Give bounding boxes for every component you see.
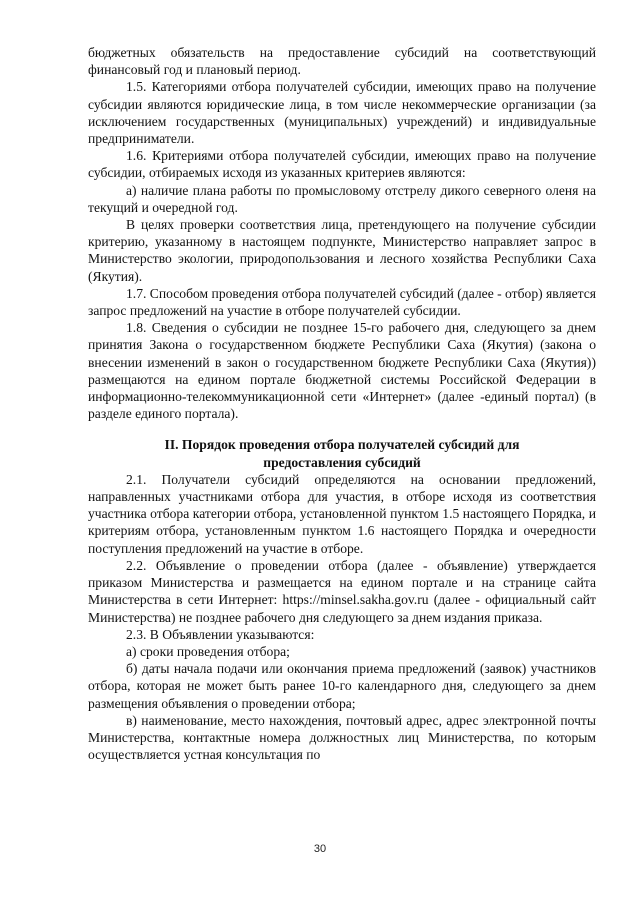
paragraph-1-6: 1.6. Критериями отбора получателей субсидии, имеющих право на получение субсидии, отбираемых исходя из указанных критериев являются: [88,148,596,181]
paragraph-1-8: 1.8. Сведения о субсидии не позднее 15-го рабочего дня, следующего за днем принятия Закона о государственном бюджете Республики Саха (Якутия) (закона о внесении изменений в закон о государственном бюджете Республики Саха (Якутия)) размещаются на едином портале бюджетной системы Российской Федерации в информационно-телекоммуникационной сети «Интернет» (далее -единый портал) (в разделе единого портала). [88,320,596,422]
paragraph-2-3-b: б) даты начала подачи или окончания приема предложений (заявок) участников отбора, которая не может быть ранее 10-го календарного дня, следующего за днем размещения объявления о проведении отбора; [88,661,596,711]
paragraph-2-1: 2.1. Получатели субсидий определяются на основании предложений, направленных участниками отбора для участия, в отборе исходя из соответствия участника отбора категории отбора, установленной пунктом 1.5 настоящего Порядка, и критериям отбора, установленным пунктом 1.6 настоящего Порядка и очередности поступления предложений на участие в отборе. [88,471,596,556]
section-heading-line-1: II. Порядок проведения отбора получателей субсидий для [164,437,520,453]
paragraph-continuation: бюджетных обязательств на предоставление субсидий на соответствующий финансовый год и плановый период. [88,45,596,78]
paragraph-1-7: 1.7. Способом проведения отбора получателей субсидий (далее - отбор) является запрос предложений на участие в отборе получателей субсидии. [88,285,596,319]
page-number: 30 [313,843,327,855]
section-heading-line-2: предоставления субсидий [263,454,421,470]
document-body [88,44,596,763]
paragraph-2-3: 2.3. В Объявлении указываются: [126,626,315,642]
paragraph-1-5: 1.5. Категориями отбора получателей субсидии, имеющих право на получение субсидии являются юридические лица, в том числе некоммерческие организации (за исключением государственных (муниципальных) учреждений) и индивидуальные предприниматели. [88,79,596,147]
paragraph-1-6-a: а) наличие плана работы по промысловому отстрелу дикого северного оленя на текущий и очередной год. [88,182,596,215]
paragraph-verification: В целях проверки соответствия лица, претендующего на получение субсидии критерию, указанному в настоящем подпункте, Министерство направляет запрос в Министерство экологии, природопользования и лесного хозяйства Республики Саха (Якутия). [88,217,596,284]
section-heading [88,436,596,470]
paragraph-2-3-a: а) сроки проведения отбора; [126,643,290,659]
paragraph-2-3-v: в) наименование, место нахождения, почтовый адрес, адрес электронной почты Министерства, контактные номера должностных лиц Министерства, по которым осуществляется устная консультация по [88,712,596,763]
paragraph-2-2: 2.2. Объявление о проведении отбора (далее - объявление) утверждается приказом Министерства и размещается на едином портале и на странице сайта Министерства в сети Интернет: https://minsel.sakha.gov.ru (далее - официальный сайт Министерства) не позднее рабочего дня следующего за днем издания приказа. [88,557,596,625]
